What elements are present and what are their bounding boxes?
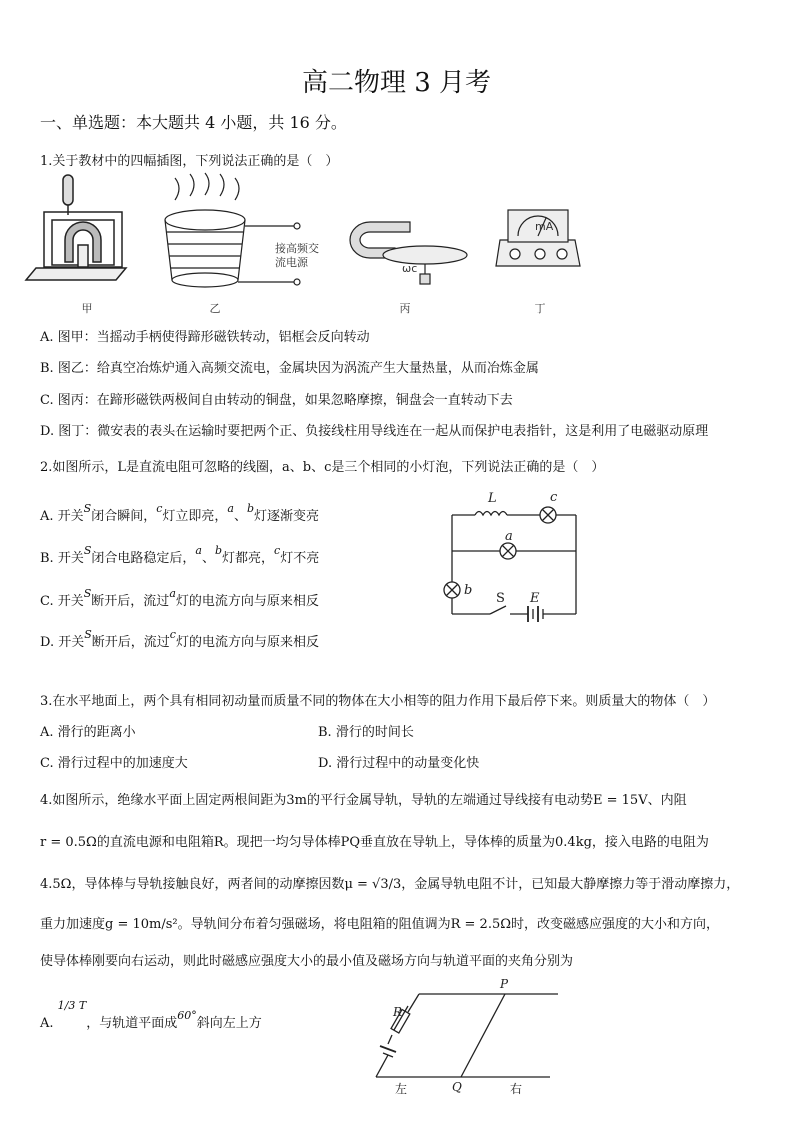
label-right: 右: [510, 1082, 523, 1096]
label-R: R: [393, 1005, 403, 1019]
label-L: L: [488, 491, 497, 506]
q4-line-5: 使导体棒刚要向右运动，则此时磁感应强度大小的最小值及磁场方向与轨道平面的夹角分别为: [40, 954, 574, 969]
power-label-1: 接高频交: [275, 242, 319, 255]
q3-option-d: D. 滑行过程中的动量变化快: [318, 756, 480, 771]
disk-label: ωc: [402, 262, 418, 275]
figure-label-jia: 甲: [81, 302, 93, 315]
q4-option-a: A. $^{1/3 T}$，与轨道平面成$^{60^\circ}$斜向左上方: [40, 999, 262, 1031]
q4-line-1: 4.如图所示，绝缘水平面上固定两根间距为3m的平行金属导轨，导轨的左端通过导线接有电动势E = 15V、内阻: [40, 793, 687, 808]
q2-option-a: A. 开关$^S$闭合瞬间，$^c$灯立即亮，$^a$、$^b$灯逐渐变亮: [40, 502, 320, 524]
q1-option-c: C. 图丙：在蹄形磁铁两极间自由转动的铜盘，如果忽略摩擦，铜盘会一直转动下去: [40, 393, 513, 408]
label-c: c: [550, 490, 558, 505]
figure-label-yi: 乙: [209, 302, 221, 315]
figure-label-ding: 丁: [534, 302, 546, 315]
label-P: P: [500, 977, 509, 991]
q1-option-b: B. 图乙：给真空冶炼炉通入高频交流电，金属块因为涡流产生大量热量，从而冶炼金属: [40, 361, 539, 376]
q1-option-a: A. 图甲：当摇动手柄使得蹄形磁铁转动，铝框会反向转动: [40, 330, 370, 345]
q3-option-b: B. 滑行的时间长: [318, 725, 414, 740]
label-b: b: [464, 583, 473, 598]
q3-option-a: A. 滑行的距离小: [40, 725, 136, 740]
q4-line-2: r = 0.5Ω的直流电源和电阻箱R。现把一均匀导体棒PQ垂直放在导轨上，导体棒的质量为0.4kg，接入电路的电阻为: [40, 835, 709, 850]
q3-option-c: C. 滑行过程中的加速度大: [40, 756, 188, 771]
label-E: E: [530, 591, 540, 606]
section-heading: 一、单选题：本大题共 4 小题，共 16 分。: [40, 113, 347, 132]
q2-option-c: C. 开关$^S$断开后，流过$^a$灯的电流方向与原来相反: [40, 587, 319, 609]
q2-option-d: D. 开关$^S$断开后，流过$^c$灯的电流方向与原来相反: [40, 628, 319, 650]
figure-label-bing: 丙: [399, 302, 411, 315]
label-Q: Q: [452, 1080, 462, 1094]
q1-option-d: D. 图丁：微安表的表头在运输时要把两个正、负接线柱用导线连在一起从而保护电表指针，这是利用了电磁驱动原理: [40, 424, 709, 439]
meter-label: mA: [535, 220, 554, 233]
page-title: 高二物理 3 月考: [301, 68, 492, 98]
q1-stem: 1.关于教材中的四幅插图，下列说法正确的是（ ）: [40, 154, 339, 169]
label-left: 左: [395, 1082, 408, 1096]
label-S: S: [496, 591, 505, 606]
q2-stem: 2.如图所示，L是直流电阻可忽略的线圈，a、b、c是三个相同的小灯泡，下列说法正确的是（ ）: [40, 460, 605, 475]
q2-option-b: B. 开关$^S$闭合电路稳定后，$^a$、$^b$灯都亮，$^c$灯不亮: [40, 544, 320, 566]
power-label-2: 流电源: [275, 256, 308, 269]
q3-stem: 3.在水平地面上，两个具有相同初动量而质量不同的物体在大小相等的阻力作用下最后停下来。则质量大的物体（ ）: [40, 694, 716, 709]
q4-line-4: 重力加速度g = 10m/s²。导轨间分布着匀强磁场，将电阻箱的阻值调为R = 2.5Ω时，改变磁感应强度的大小和方向，: [40, 917, 720, 932]
label-a: a: [505, 529, 513, 544]
q4-line-3: 4.5Ω，导体棒与导轨接触良好，两者间的动摩擦因数μ = √3/3，金属导轨电阻不计，已知最大静摩擦力等于滑动摩擦力，: [40, 877, 740, 892]
